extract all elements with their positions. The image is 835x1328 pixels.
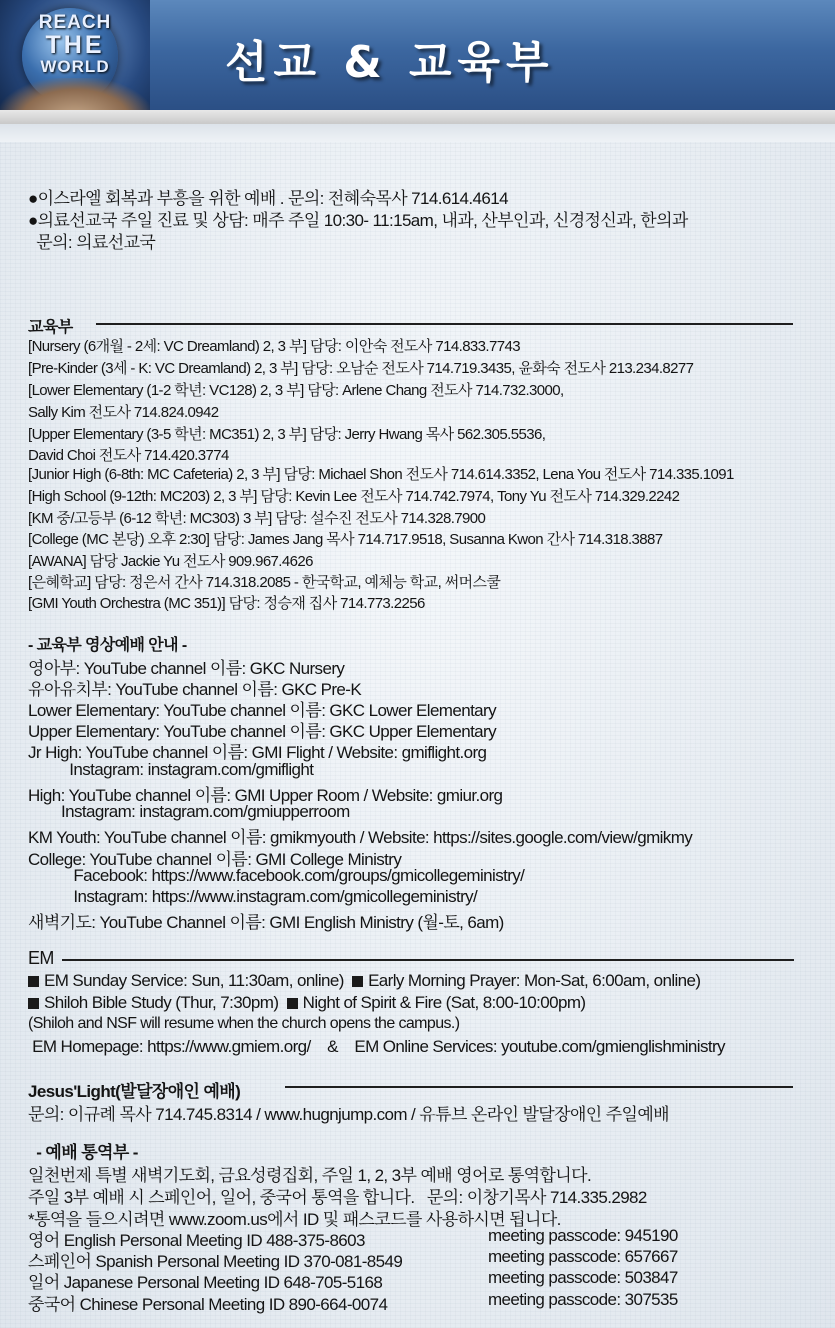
interpretation-heading: - 예배 통역부 - <box>28 1143 138 1162</box>
logo-text-world: WORLD <box>40 57 110 76</box>
education-line: David Choi 전도사 714.420.3774 <box>28 447 229 464</box>
meeting-id-chinese: 중국어 Chinese Personal Meeting ID 890-664-0074 <box>28 1295 388 1314</box>
meeting-passcode-japanese: meeting passcode: 503847 <box>488 1268 678 1287</box>
video-line: College: YouTube channel 이름: GMI College Ministry <box>28 850 402 869</box>
education-heading-rule <box>96 323 793 325</box>
square-bullet-icon <box>287 998 298 1009</box>
mission-line: ●이스라엘 회복과 부흥을 위한 예배 . 문의: 전혜숙목사 714.614.4614 <box>28 189 508 208</box>
em-shiloh-study: Shiloh Bible Study (Thur, 7:30pm) <box>44 993 279 1012</box>
mission-line: 문의: 의료선교국 <box>28 233 156 252</box>
jesus-light-line: 문의: 이규례 목사 714.745.8314 / www.hugnjump.com / 유튜브 온라인 발달장애인 주일예배 <box>28 1105 669 1124</box>
education-line: [Pre-Kinder (3세 - K: VC Dreamland) 2, 3 부] 담당: 오남순 전도사 714.719.3435, 윤화숙 전도사 213.234.8277 <box>28 360 694 377</box>
square-bullet-icon <box>28 998 39 1009</box>
interpretation-line: *통역을 들으시려면 www.zoom.us에서 ID 및 패스코드를 사용하시면 됩니다. <box>28 1210 561 1229</box>
education-line: [High School (9-12th: MC203) 2, 3 부] 담당: Kevin Lee 전도사 714.742.7974, Tony Yu 전도사 714.329.2242 <box>28 488 680 505</box>
meeting-id-japanese: 일어 Japanese Personal Meeting ID 648-705-5168 <box>28 1273 383 1292</box>
video-line: Lower Elementary: YouTube channel 이름: GKC Lower Elementary <box>28 701 497 720</box>
education-line: [Upper Elementary (3-5 학년: MC351) 2, 3 부] 담당: Jerry Hwang 목사 562.305.5536, <box>28 426 546 443</box>
header-shadow-band <box>0 124 835 142</box>
em-schedule-row <box>28 971 700 991</box>
video-heading: - 교육부 영상예배 안내 - <box>28 637 187 654</box>
jesus-light-heading-rule <box>285 1086 793 1088</box>
education-heading: 교육부 <box>28 319 73 336</box>
video-line: Instagram: instagram.com/gmiupperroom <box>28 802 350 821</box>
interpretation-line: 주일 3부 예배 시 스페인어, 일어, 중국어 통역을 합니다. 문의: 이창기목사 714.335.2982 <box>28 1188 647 1207</box>
video-line: 새벽기도: YouTube Channel 이름: GMI English Ministry (월-토, 6am) <box>28 913 504 932</box>
video-line: KM Youth: YouTube channel 이름: gmikmyouth / Website: https://sites.google.com/view/gmikmy <box>28 828 693 847</box>
square-bullet-icon <box>28 976 39 987</box>
video-line: 영아부: YouTube channel 이름: GKC Nursery <box>28 659 345 678</box>
em-early-prayer: Early Morning Prayer: Mon-Sat, 6:00am, online) <box>368 971 701 990</box>
education-line: [Junior High (6-8th: MC Cafeteria) 2, 3 부] 담당: Michael Shon 전도사 714.614.3352, Lena You 전도사 714.335.1091 <box>28 466 734 483</box>
square-bullet-icon <box>352 976 363 987</box>
education-line: Sally Kim 전도사 714.824.0942 <box>28 404 219 421</box>
em-links: EM Homepage: https://www.gmiem.org/ & EM Online Services: youtube.com/gmienglishministry <box>28 1037 725 1056</box>
video-line: Instagram: https://www.instagram.com/gmicollegeministry/ <box>28 887 478 906</box>
em-sunday-service: EM Sunday Service: Sun, 11:30am, online) <box>44 971 344 990</box>
meeting-passcode-chinese: meeting passcode: 307535 <box>488 1290 678 1309</box>
education-line: [AWANA] 담당 Jackie Yu 전도사 909.967.4626 <box>28 553 313 570</box>
header-divider-band <box>0 110 835 124</box>
video-line: Jr High: YouTube channel 이름: GMI Flight / Website: gmiflight.org <box>28 743 487 762</box>
em-night-of-spirit: Night of Spirit & Fire (Sat, 8:00-10:00pm) <box>302 993 586 1012</box>
education-line: [College (MC 본당) 오후 2:30] 담당: James Jang 목사 714.717.9518, Susanna Kwon 간사 714.318.3887 <box>28 531 663 548</box>
logo-text-the: THE <box>45 31 105 59</box>
mission-line: ●의료선교국 주일 진료 및 상담: 매주 주일 10:30- 11:15am, 내과, 산부인과, 신경정신과, 한의과 <box>28 211 688 230</box>
education-line: [은혜학교] 담당: 정은서 간사 714.318.2085 - 한국학교, 예체능 학교, 써머스쿨 <box>28 574 501 591</box>
em-note: (Shiloh and NSF will resume when the church opens the campus.) <box>28 1015 460 1032</box>
education-line: [GMI Youth Orchestra (MC 351)] 담당: 정승재 집사 714.773.2256 <box>28 595 425 612</box>
em-schedule-row <box>28 993 585 1013</box>
page-title: 선교 & 교육부 <box>225 37 555 88</box>
education-line: [Lower Elementary (1-2 학년: VC128) 2, 3 부] 담당: Arlene Chang 전도사 714.732.3000, <box>28 382 564 399</box>
video-line: Upper Elementary: YouTube channel 이름: GKC Upper Elementary <box>28 722 497 741</box>
video-line: 유아유치부: YouTube channel 이름: GKC Pre-K <box>28 680 362 699</box>
hands-icon <box>0 78 150 110</box>
video-line: Instagram: instagram.com/gmiflight <box>28 760 314 779</box>
em-heading: EM <box>28 948 54 968</box>
em-heading-rule <box>62 959 794 961</box>
meeting-id-english: 영어 English Personal Meeting ID 488-375-8603 <box>28 1231 365 1250</box>
reach-the-world-logo <box>0 0 150 110</box>
jesus-light-heading: Jesus'Light(발달장애인 예배) <box>28 1082 241 1101</box>
education-line: [KM 중/고등부 (6-12 학년: MC303) 3 부] 담당: 설수진 전도사 714.328.7900 <box>28 510 486 527</box>
meeting-passcode-spanish: meeting passcode: 657667 <box>488 1247 678 1266</box>
video-line: Facebook: https://www.facebook.com/groups/gmicollegeministry/ <box>28 866 525 885</box>
meeting-id-spanish: 스페인어 Spanish Personal Meeting ID 370-081-8549 <box>28 1252 403 1271</box>
interpretation-line: 일천번제 특별 새벽기도회, 금요성령집회, 주일 1, 2, 3부 예배 영어로 통역합니다. <box>28 1166 592 1185</box>
meeting-passcode-english: meeting passcode: 945190 <box>488 1226 678 1245</box>
logo-text-reach: REACH <box>38 12 112 33</box>
education-line: [Nursery (6개월 - 2세: VC Dreamland) 2, 3 부] 담당: 이안숙 전도사 714.833.7743 <box>28 338 520 355</box>
video-line: High: YouTube channel 이름: GMI Upper Room / Website: gmiur.org <box>28 786 503 805</box>
